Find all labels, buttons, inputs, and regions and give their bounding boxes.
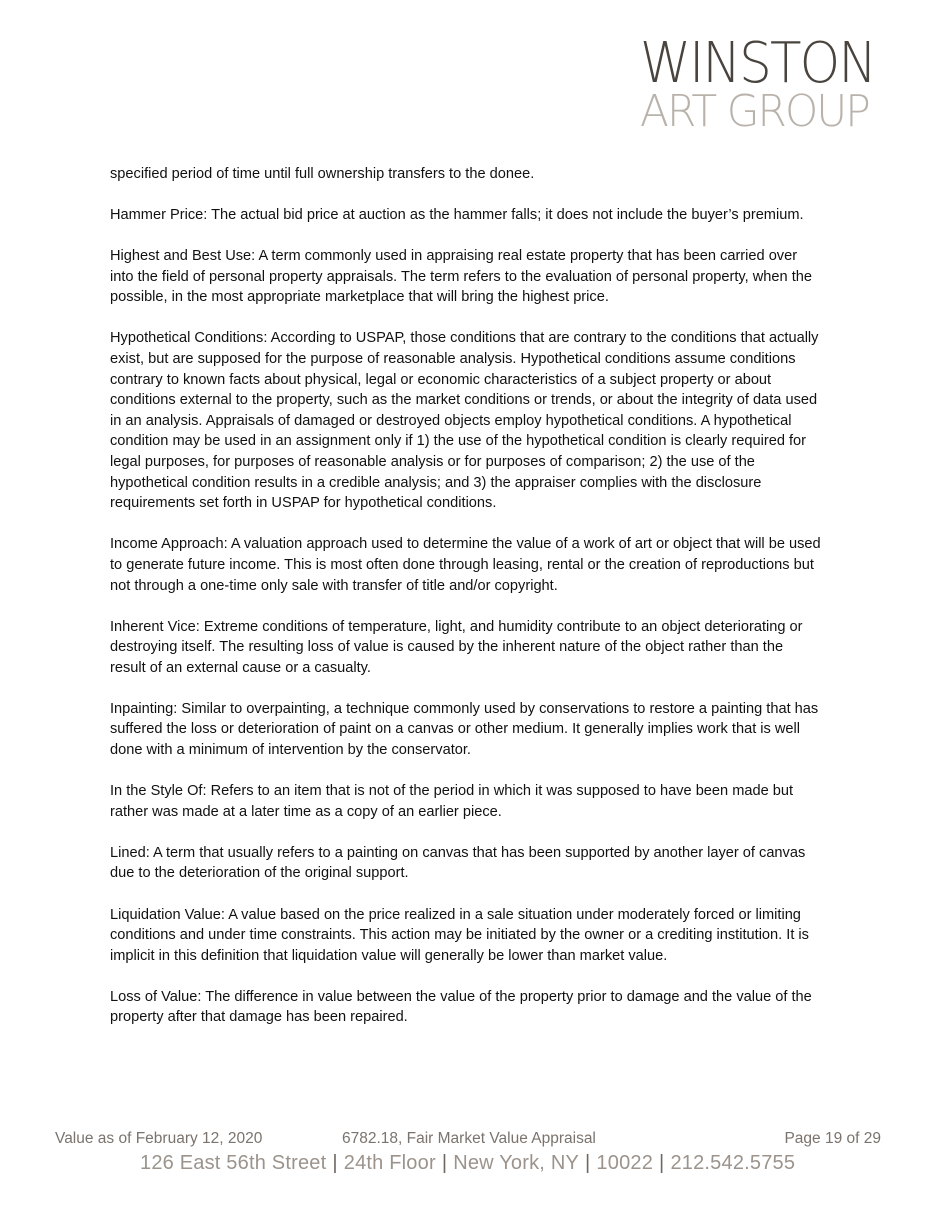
footer-report-title: 6782.18, Fair Market Value Appraisal	[342, 1130, 596, 1147]
paragraph-highest-best-use: Highest and Best Use: A term commonly used in appraising real estate property that has been carried over into the field of personal property appraisals. The term refers to the evaluation of personal property, when the possible, in the most appropriate marketplace that will bring the highest price.	[110, 248, 812, 306]
footer-date: Value as of February 12, 2020	[55, 1130, 263, 1147]
footer-separator: |	[585, 1152, 591, 1174]
footer-separator: |	[441, 1152, 448, 1174]
footer-phone: 212.542.5755	[670, 1152, 796, 1174]
paragraph-hypothetical-conditions: Hypothetical Conditions: According to USPAP, those conditions that are contrary to the conditions that actually exist, but are supposed for the purpose of reasonable analysis. Hypothetical conditions assume conditions contrary to known facts about physical, legal or economic characteristics of a subject property or about conditions external to the property, such as the market conditions or trends, or about the integrity of data used in an analysis. Appraisals of damaged or destroyed objects employ hypothetical conditions. A hypothetical condition may be used in an assignment only if 1) the use of the hypothetical condition is clearly required for legal purposes, for purposes of reasonable analysis or for purposes of comparison; 2) the use of the hypothetical condition results in a credible analysis; and 3) the appraiser complies with the disclosure requirements set forth in USPAP for hypothetical conditions.	[110, 330, 819, 512]
company-logo	[640, 31, 890, 137]
footer-floor: 24th Floor	[343, 1152, 436, 1174]
paragraph-in-the-style-of: In the Style Of: Refers to an item that is not of the period in which it was supposed to have been made but rather was made at a later time as a copy of an earlier piece.	[110, 783, 794, 820]
footer-separator: |	[659, 1152, 665, 1174]
paragraph-loss-of-value: Loss of Value: The difference in value between the value of the property prior to damage and the value of the property after that damage has been repaired.	[110, 988, 812, 1026]
glossary-content	[110, 164, 822, 1049]
paragraph-liquidation-value: Liquidation Value: A value based on the price realized in a sale situation under moderately forced or limiting conditions and under time constraints. This action may be initiated by the owner or a crediting institution. It is implicit in this definition that liquidation value will generally be lower than market value.	[110, 906, 809, 964]
footer-separator: |	[332, 1152, 338, 1174]
paragraph-inpainting: Inpainting: Similar to overpainting, a technique commonly used by conservations to restore a painting that has suffered the loss or deterioration of paint on a canvas or other medium. It generally implies work that is well done with a minimum of intervention by the conservator.	[110, 700, 819, 759]
paragraph-lined: Lined: A term that usually refers to a painting on canvas that has been supported by another layer of canvas due to the deterioration of the original support.	[110, 844, 806, 882]
paragraph-donee-continuation: specified period of time until full ownership transfers to the donee.	[110, 166, 535, 182]
logo-winston: WINSTON	[640, 31, 876, 96]
paragraph-income-approach: Income Approach: A valuation approach used to determine the value of a work of art or object that will be used to generate future income. This is most often done through leasing, rental or the creation of reproductions but not through a one-time only sale with transfer of title and/or copyright.	[110, 536, 821, 594]
paragraph-hammer-price: Hammer Price: The actual bid price at auction as the hammer falls; it does not include the buyer’s premium.	[110, 207, 804, 224]
footer-city: New York, NY	[453, 1152, 580, 1174]
paragraph-inherent-vice: Inherent Vice: Extreme conditions of temperature, light, and humidity contribute to an object deteriorating or destroying itself. The resulting loss of value is caused by the inherent nature of the object rather than the result of an external cause or a casualty.	[110, 618, 803, 676]
footer-zip: 10022	[596, 1152, 654, 1174]
footer-address	[140, 1152, 840, 1175]
footer-street: 126 East 56th Street	[140, 1152, 327, 1174]
footer-info	[55, 1130, 881, 1152]
footer-page-number: Page 19 of 29	[784, 1130, 881, 1147]
logo-art-group: ART GROUP	[640, 86, 869, 137]
